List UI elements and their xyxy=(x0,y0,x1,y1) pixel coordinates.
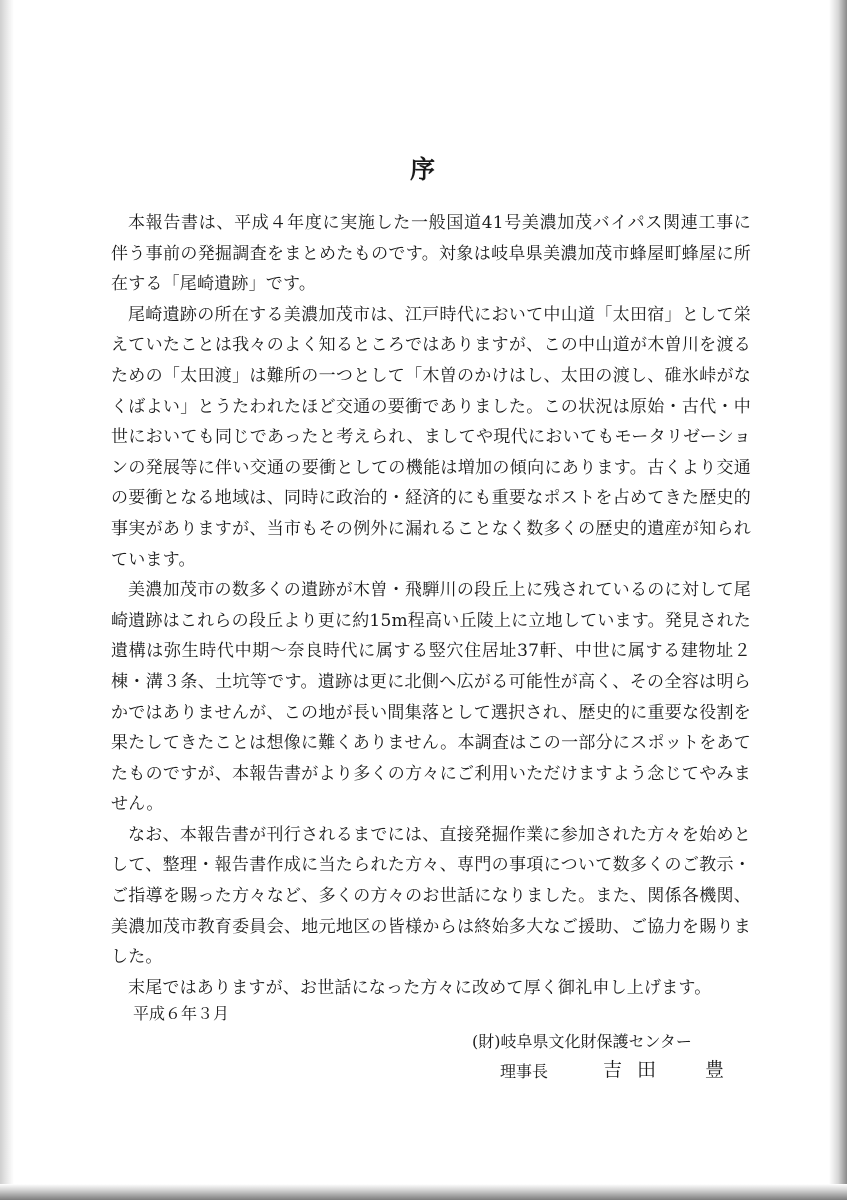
page-title: 序 xyxy=(409,155,437,184)
director-name: 吉田 豊 xyxy=(603,1059,740,1081)
preface-body xyxy=(111,208,751,1003)
organization-name: (財)岐阜県文化財保護センター xyxy=(472,1032,692,1051)
paragraph-3: 美濃加茂市の数多くの遺跡が木曽・飛騨川の段丘上に残されているのに対して尾崎遺跡はこれらの段丘より更に約15m程高い丘陵上に立地しています。発見された遺構は弥生時代中期～奈良時代に属する竪穴住居址37軒、中世に属する建物址２棟・溝３条、土坑等です。遺跡は更に北側へ広がる可能性が高く、その全容は明らかではありませんが、この地が長い間集落として選択され、歴史的に重要な役割を果たしてきたことは想像に難くありません。本調査はこの一部分にスポットをあてたものですが、本報告書がより多くの方々にご利用いただけますよう念じてやみません。 xyxy=(111,580,751,815)
paragraph-5: 末尾ではありますが、お世話になった方々に改めて厚く御礼申し上げます。 xyxy=(128,977,712,998)
page-edge-bottom xyxy=(0,1184,847,1200)
paragraph-4: なお、本報告書が刊行されるまでには、直接発掘作業に参加された方々を始めとして、整理・報告書作成に当たられた方々、専門の事項について数多くのご教示・ご指導を賜った方々など、多くの方々のお世話になりました。また、関係各機関、美濃加茂市教育委員会、地元地区の皆様からは終始多大なご援助、ご協力を賜りました。 xyxy=(111,824,751,968)
director-title: 理事長 xyxy=(500,1062,549,1081)
paragraph-1: 本報告書は、平成４年度に実施した一般国道41号美濃加茂バイパス関連工事に伴う事前の発掘調査をまとめたものです。対象は岐阜県美濃加茂市蜂屋町蜂屋に所在する「尾崎遺跡」です。 xyxy=(111,213,751,295)
publication-date: 平成６年３月 xyxy=(133,1004,230,1023)
paragraph-2: 尾崎遺跡の所在する美濃加茂市は、江戸時代において中山道「太田宿」として栄えていたことは我々のよく知るところではありますが、この中山道が木曽川を渡るための「太田渡」は難所の一つとして「木曽のかけはし、太田の渡し、碓氷峠がなくばよい」とうたわれたほど交通の要衝でありました。この状況は原始・古代・中世においても同じであったと考えられ、ましてや現代においてもモータリゼーションの発展等に伴い交通の要衝としての機能は増加の傾向にあります。古くより交通の要衝となる地域は、同時に政治的・経済的にも重要なポストを占めてきた歴史的事実がありますが、当市もその例外に漏れることなく数多くの歴史的遺産が知られています。 xyxy=(111,304,751,570)
